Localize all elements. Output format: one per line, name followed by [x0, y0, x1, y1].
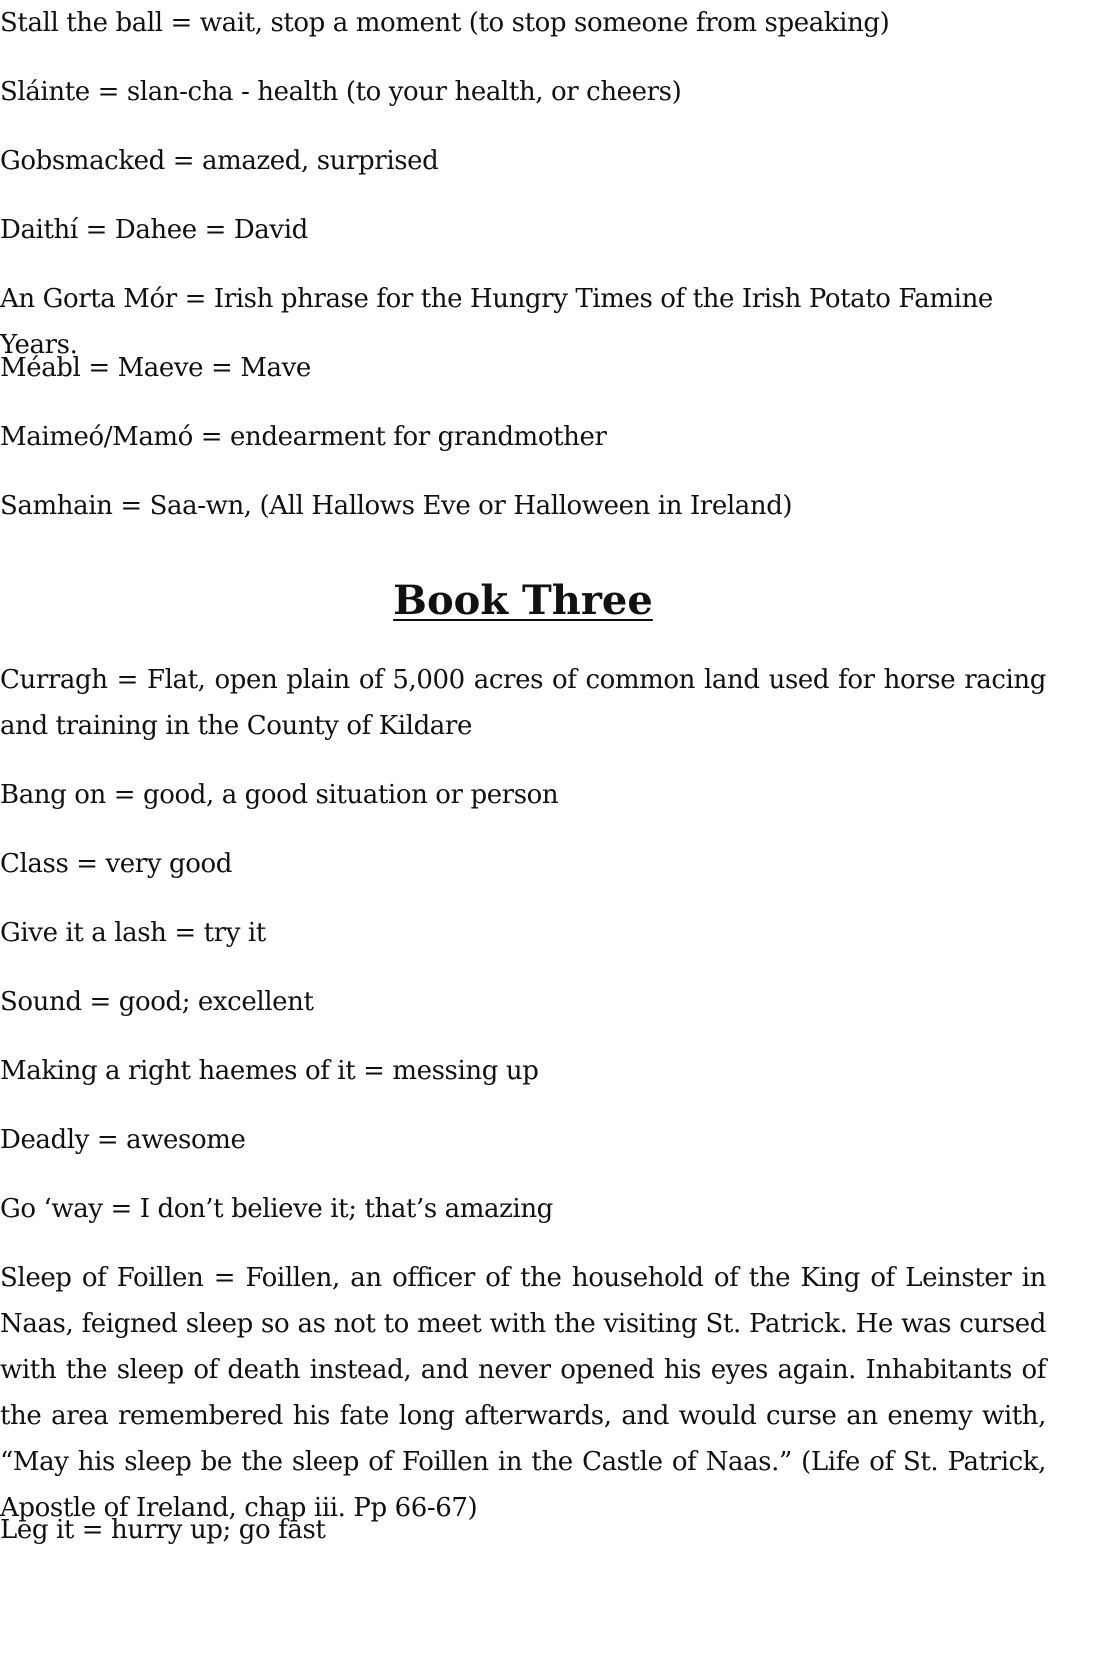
glossary-entry-samhain: Samhain = Saa-wn, (All Hallows Eve or Halloween in Ireland) [0, 491, 793, 521]
glossary-entry-curragh: Curragh = Flat, open plain of 5,000 acres of common land used for horse racing and training in the County of Kildare [0, 665, 1046, 741]
glossary-entry-bang-on: Bang on = good, a good situation or person [0, 780, 559, 810]
section-title: Book Three [393, 577, 653, 624]
glossary-entry-give-it-a-lash: Give it a lash = try it [0, 918, 266, 948]
glossary-entry-an-gorta-mor: An Gorta Mór = Irish phrase for the Hungry Times of the Irish Potato Famine Years. [0, 284, 993, 360]
glossary-entry-go-way: Go ‘way = I don’t believe it; that’s amazing [0, 1194, 553, 1224]
glossary-entry-stall-the-ball: Stall the ball = wait, stop a moment (to stop someone from speaking) [0, 8, 890, 38]
glossary-entry-deadly: Deadly = awesome [0, 1125, 246, 1155]
glossary-entry-maimeo: Maimeó/Mamó = endearment for grandmother [0, 422, 607, 452]
glossary-entry-daithi: Daithí = Dahee = David [0, 215, 308, 245]
glossary-entry-sound: Sound = good; excellent [0, 987, 314, 1017]
glossary-entry-making-a-right-haemes: Making a right haemes of it = messing up [0, 1056, 539, 1086]
glossary-entry-leg-it: Leg it = hurry up; go fast [0, 1515, 326, 1545]
glossary-entry-gobsmacked: Gobsmacked = amazed, surprised [0, 146, 439, 176]
glossary-entry-class: Class = very good [0, 849, 232, 879]
glossary-entry-slainte: Sláinte = slan-cha - health (to your health, or cheers) [0, 77, 682, 107]
glossary-entry-sleep-of-foillen: Sleep of Foillen = Foillen, an officer of the household of the King of Leinster in Naas, feigned sleep so as not to meet with the visiting St. Patrick. He was cursed with the sleep of death instead, and never opened his eyes again. Inhabitants of the area remembered his fate long afterwards, and would curse an enemy with, “May his sleep be the sleep of Foillen in the Castle of Naas.” (Life of St. Patrick, Apostle of Ireland, chap iii. Pp 66-67) [0, 1263, 1046, 1523]
glossary-entry-meabl: Méabl = Maeve = Mave [0, 353, 311, 383]
